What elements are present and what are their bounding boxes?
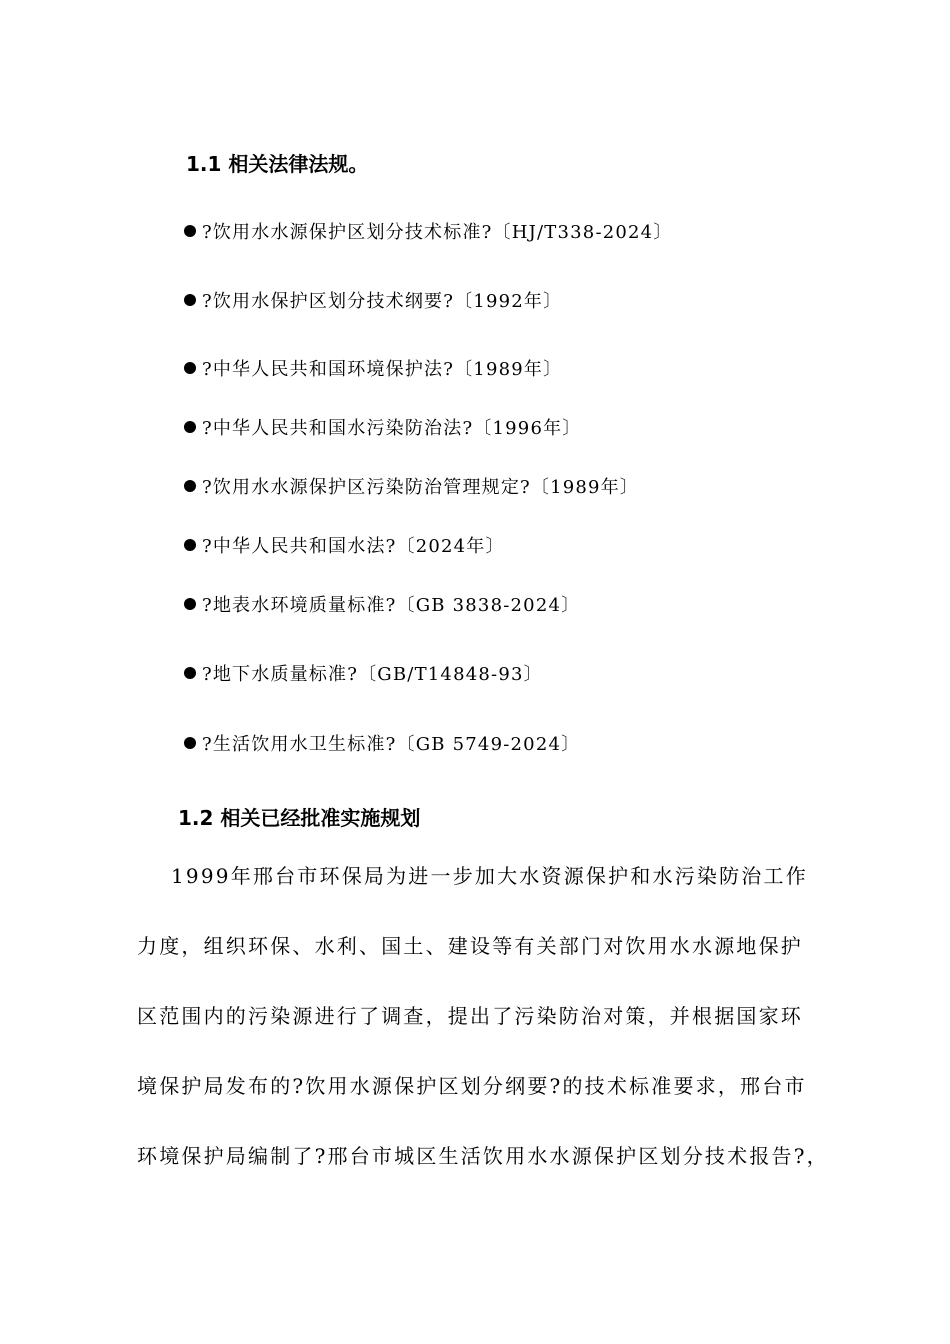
paragraph-line: 境保护局发布的?饮用水源保护区划分纲要?的技术标准要求，邢台市 xyxy=(137,1074,807,1098)
paragraph-line: 环境保护局编制了?邢台市城区生活饮用水水源保护区划分技术报告?， xyxy=(137,1144,829,1168)
list-item xyxy=(184,476,639,500)
list-item-text: ?生活饮用水卫生标准?〔GB 5749-2024〕 xyxy=(202,734,581,755)
list-item xyxy=(184,594,580,618)
bullet-icon xyxy=(184,480,196,492)
bullet-icon xyxy=(184,225,196,237)
paragraph-line: 1999年邢台市环保局为进一步加大水资源保护和水污染防治工作 xyxy=(171,864,808,888)
list-item-text: ?地表水环境质量标准?〔GB 3838-2024〕 xyxy=(202,595,581,616)
bullet-icon xyxy=(184,539,196,551)
bullet-icon xyxy=(184,737,196,749)
bullet-icon xyxy=(184,598,196,610)
list-item xyxy=(184,221,673,245)
list-item-text: ?饮用水保护区划分技术纲要?〔1992年〕 xyxy=(202,291,563,312)
list-item-text: ?地下水质量标准?〔GB/T14848-93〕 xyxy=(202,664,543,685)
bullet-icon xyxy=(184,421,196,433)
list-item-text: ?中华人民共和国水法?〔2024年〕 xyxy=(202,536,505,557)
list-item-text: ?中华人民共和国水污染防治法?〔1996年〕 xyxy=(202,418,582,439)
list-item-text: ?中华人民共和国环境保护法?〔1989年〕 xyxy=(202,359,563,380)
list-item xyxy=(184,290,562,314)
list-item xyxy=(184,358,562,382)
paragraph-line: 力度，组织环保、水利、国土、建设等有关部门对饮用水水源地保护 xyxy=(137,934,803,958)
list-item-text: ?饮用水水源保护区污染防治管理规定?〔1989年〕 xyxy=(202,477,640,498)
paragraph-line: 区范围内的污染源进行了调查，提出了污染防治对策，并根据国家环 xyxy=(137,1004,803,1028)
list-item xyxy=(184,663,543,687)
list-item xyxy=(184,417,582,441)
section-heading-1-2: 1.2 相关已经批准实施规划 xyxy=(178,806,421,830)
list-item xyxy=(184,535,505,559)
list-item-text: ?饮用水水源保护区划分技术标准?〔HJ/T338-2024〕 xyxy=(202,222,673,243)
bullet-icon xyxy=(184,667,196,679)
bullet-icon xyxy=(184,294,196,306)
bullet-icon xyxy=(184,362,196,374)
section-heading-1-1: 1.1 相关法律法规。 xyxy=(186,152,369,176)
list-item xyxy=(184,733,580,757)
